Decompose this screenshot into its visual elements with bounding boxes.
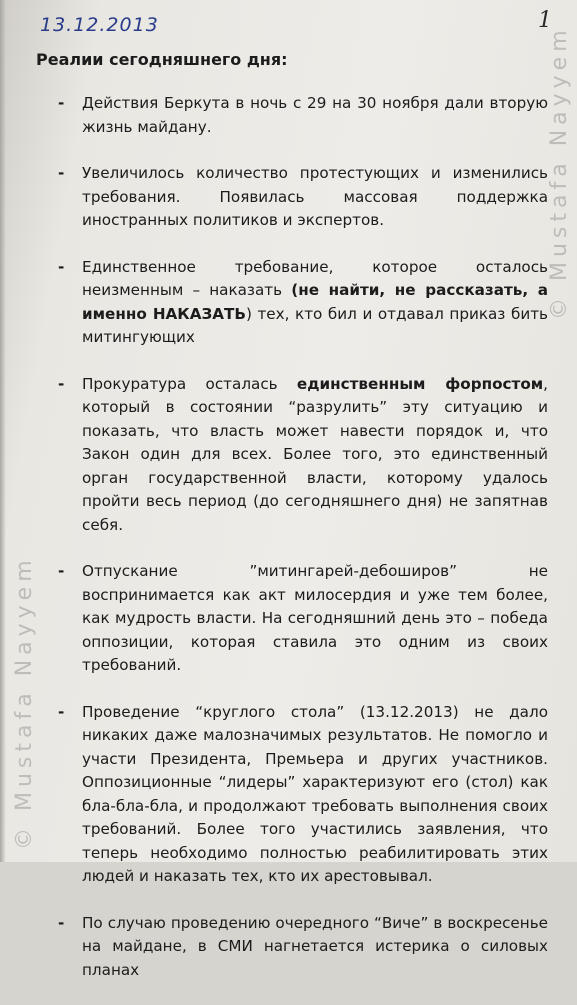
bullet-dash: - [58,257,65,276]
list-item [58,560,548,678]
item-text: , который в состоянии “разрулить” эту ситуацию и показать, что власть может навести порядок и, что Закон один для всех. Более того, это единственный орган государственной власти, которому удалось пройти весь период (до сегодняшнего дня) не запятнав себя. [82,374,548,534]
list-item [58,256,548,350]
list-item [58,373,548,538]
item-text: Проведение “круглого стола” (13.12.2013) не дало никаких даже малозначимых результатов. Не помогло и участи Президента, Премьера и других участников. Оппозиционные “лидеры” характеризуют его (стол) как бла-бла-бла, и продолжают требовать выполнения своих требований. Более того участились заявления, что теперь необходимо полностью реабилитировать этих людей и наказать тех, кто их арестовывал. [82,702,548,885]
watermark-left: © Mustafa Nayyem [12,555,37,850]
bullet-dash: - [58,94,65,112]
emphasis-text: (не найти, не рассказать, а именно НАКАЗАТЬ [82,281,548,323]
watermark-right: © Mustafa Nayyem [547,25,572,320]
list-item [58,92,548,139]
handwritten-date: 13.12.2013 [40,14,159,36]
item-text: По случаю проведению очередного “Виче” в воскресенье на майдане, в СМИ нагнетается истерика о силовых планах [82,913,548,979]
page-number: 1 [538,8,552,33]
item-text: Прокуратура осталась [82,374,297,393]
bullet-dash: - [58,164,65,182]
item-text: Отпускание ”митингарей-дебоширов” не воспринимается как акт милосердия и уже тем более, как мудрость власти. На сегодняшний день это – победа оппозиции, которая ставила это одним из своих требований. [82,562,548,674]
item-text: Действия Беркута в ночь с 29 на 30 ноября дали вторую жизнь майдану. [82,94,548,136]
bullet-dash: - [58,913,65,932]
emphasis-text: единственным форпостом [296,374,544,393]
list-item [58,701,548,889]
bullet-dash: - [58,562,65,580]
item-text: Единственное требование, которое осталось неизменным – наказать [82,257,548,299]
bullet-dash: - [58,374,65,393]
bullet-dash: - [58,702,65,721]
item-text: Увеличилось количество протестующих и изменились требования. Появилась массовая поддержка иностранных политиков и экспертов. [82,164,548,229]
item-text: ) тех, кто бил и отдавал приказ бить митингующих [82,304,548,346]
bullet-list [58,92,548,1005]
document-heading: Реалии сегодняшнего дня: [36,50,288,69]
list-item [58,162,548,233]
list-item [58,912,548,983]
